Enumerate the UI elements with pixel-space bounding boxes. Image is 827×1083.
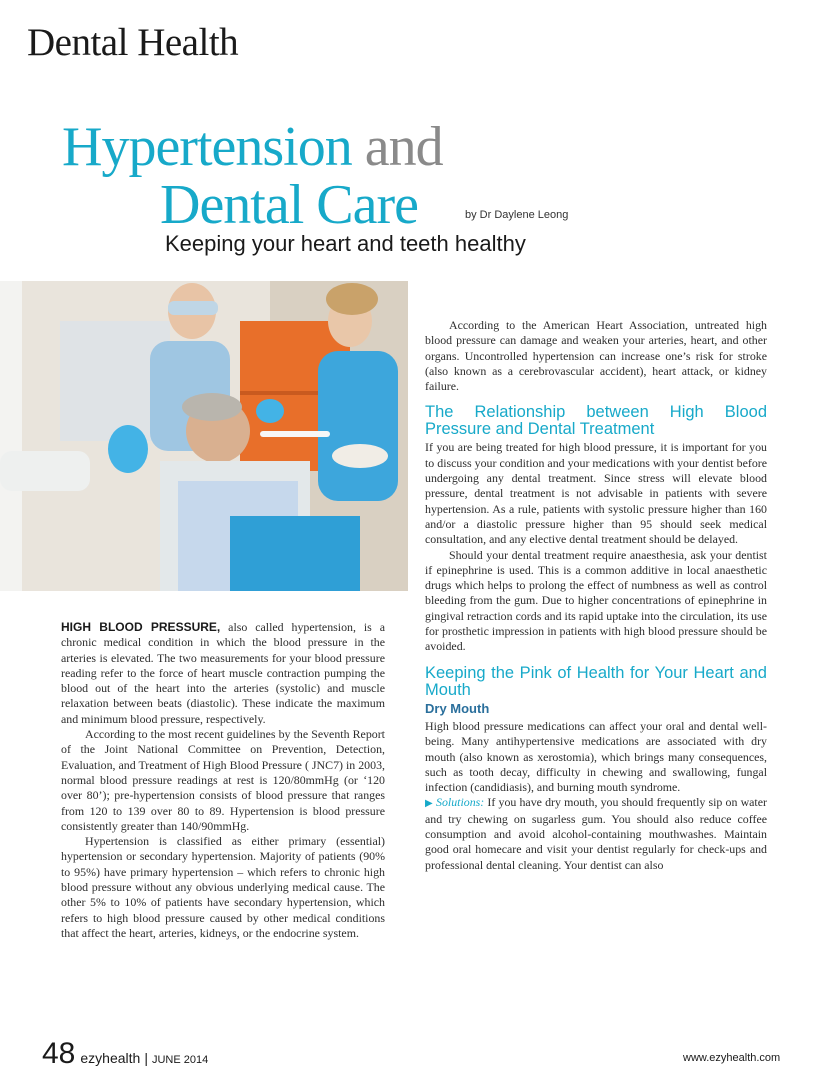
footer xyxy=(42,1037,208,1071)
footer-separator: | xyxy=(144,1050,148,1066)
website-url: www.ezyhealth.com xyxy=(683,1052,781,1064)
headline-word-and: and xyxy=(351,116,443,178)
paragraph-treatment: If you are being treated for high blood pressure, it is important for you to discuss your condition and your medications with your dentist before undergoing any dental treatment. Since stress will elevate blood pressure, dental treatment is not advisable in patients with severe hypertension. As a rule, patients with systolic pressure higher than 160 and/or a diastolic pressure higher than 95 should seek medical consultation, and any elective dental treatment should be delayed. xyxy=(425,440,767,547)
magazine-name: ezyhealth xyxy=(80,1050,141,1066)
paragraph-anaesthesia: Should your dental treatment require anaesthesia, ask your dentist if epinephrine is used. This is a common additive in local anaesthetic drugs which helps to prolong the effect of numbness as well as control bleeding from the gum. Due to higher concentrations of epinephrine in gingival retraction cords and its rapid uptake into the circulation, its use for prosthetic impression in patients with high blood pressure should be avoided. xyxy=(425,547,767,654)
paragraph-solutions xyxy=(425,795,767,872)
subheading-relationship: The Relationship between High Blood Pressure and Dental Treatment xyxy=(425,403,767,439)
headline-line-1 xyxy=(62,118,443,176)
paragraph-classification: Hypertension is classified as either primary (essential) hypertension or secondary hypertension. Majority of patients (90% to 95%) have primary hypertension – which refers to chronic high blood pressure without any obvious underlying medical cause. The other 5% to 10% of patients have secondary hypertension, which refers to high blood pressure caused by other medical conditions that affect the heart, arteries, kidneys, or the endocrine system. xyxy=(61,834,385,940)
subheading-pink-of-health: Keeping the Pink of Health for Your Heart and Mouth xyxy=(425,663,767,699)
page-number: 48 xyxy=(42,1037,76,1070)
section-title: Dental Health xyxy=(27,21,239,64)
byline: by Dr Daylene Leong xyxy=(465,209,569,221)
issue-date: JUNE 2014 xyxy=(151,1054,209,1066)
left-column xyxy=(61,620,385,941)
paragraph-guidelines: According to the most recent guidelines by the Seventh Report of the Joint National Committee on Prevention, Detection, Evaluation, and Treatment of High Blood Pressure ( JNC7) in 2003, normal blood pressure readings at rest is 120/80mmHg (or ‘120 over 80’); pre-hypertension consists of blood pressure that ranges from 120 to 139 over 80 to 89. Hypertension is blood pressure consistently greater than 140/90mmHg. xyxy=(61,727,385,833)
solutions-text: If you have dry mouth, you should frequently sip on water and try chewing on sugarless gum. You should also reduce coffee consumption and avoid alcohol-containing mouthwashes. Maintain good oral homecare and visit your dentist regularly for check-ups and professional dental cleaning. Your dentist can also xyxy=(425,795,767,872)
play-arrow-icon: ▶ xyxy=(425,798,433,810)
headline-line-2: Dental Care xyxy=(160,174,418,236)
dental-treatment-photo xyxy=(0,281,408,591)
right-column xyxy=(425,318,767,873)
headline-word-hypertension: Hypertension xyxy=(62,116,352,178)
paragraph-intro xyxy=(61,620,385,727)
subheading-dry-mouth: Dry Mouth xyxy=(425,700,490,716)
intro-text: also called hypertension, is a chronic medical condition in which the blood pressure in the arteries is elevated. The two measurements for your blood pressure reading refer to the force of heart muscle contraction pumping the blood out of the heart into the arteries (systolic) and muscle relaxation between beats (diastolic). These indicate the maximum and minimum blood pressure, respectively. xyxy=(61,620,385,726)
lead-in: HIGH BLOOD PRESSURE, xyxy=(61,620,221,634)
paragraph-dry-mouth: High blood pressure medications can affect your oral and dental well-being. Many antihypertensive medications are associated with dry mouth (also known as xerostomia), which brings many consequences, such as tooth decay, difficulty in chewing and swallowing, fungal infection (candidiasis), and burning mouth syndrome. xyxy=(425,718,767,795)
paragraph-aha: According to the American Heart Association, untreated high blood pressure can damage and weaken your arteries, heart, and other organs. Uncontrolled hypertension can increase one’s risk for stroke (also known as a cerebrovascular accident), heart attack, or kidney failure. xyxy=(425,318,767,394)
subtitle: Keeping your heart and teeth healthy xyxy=(165,231,526,256)
solutions-label: Solutions: xyxy=(436,795,485,810)
